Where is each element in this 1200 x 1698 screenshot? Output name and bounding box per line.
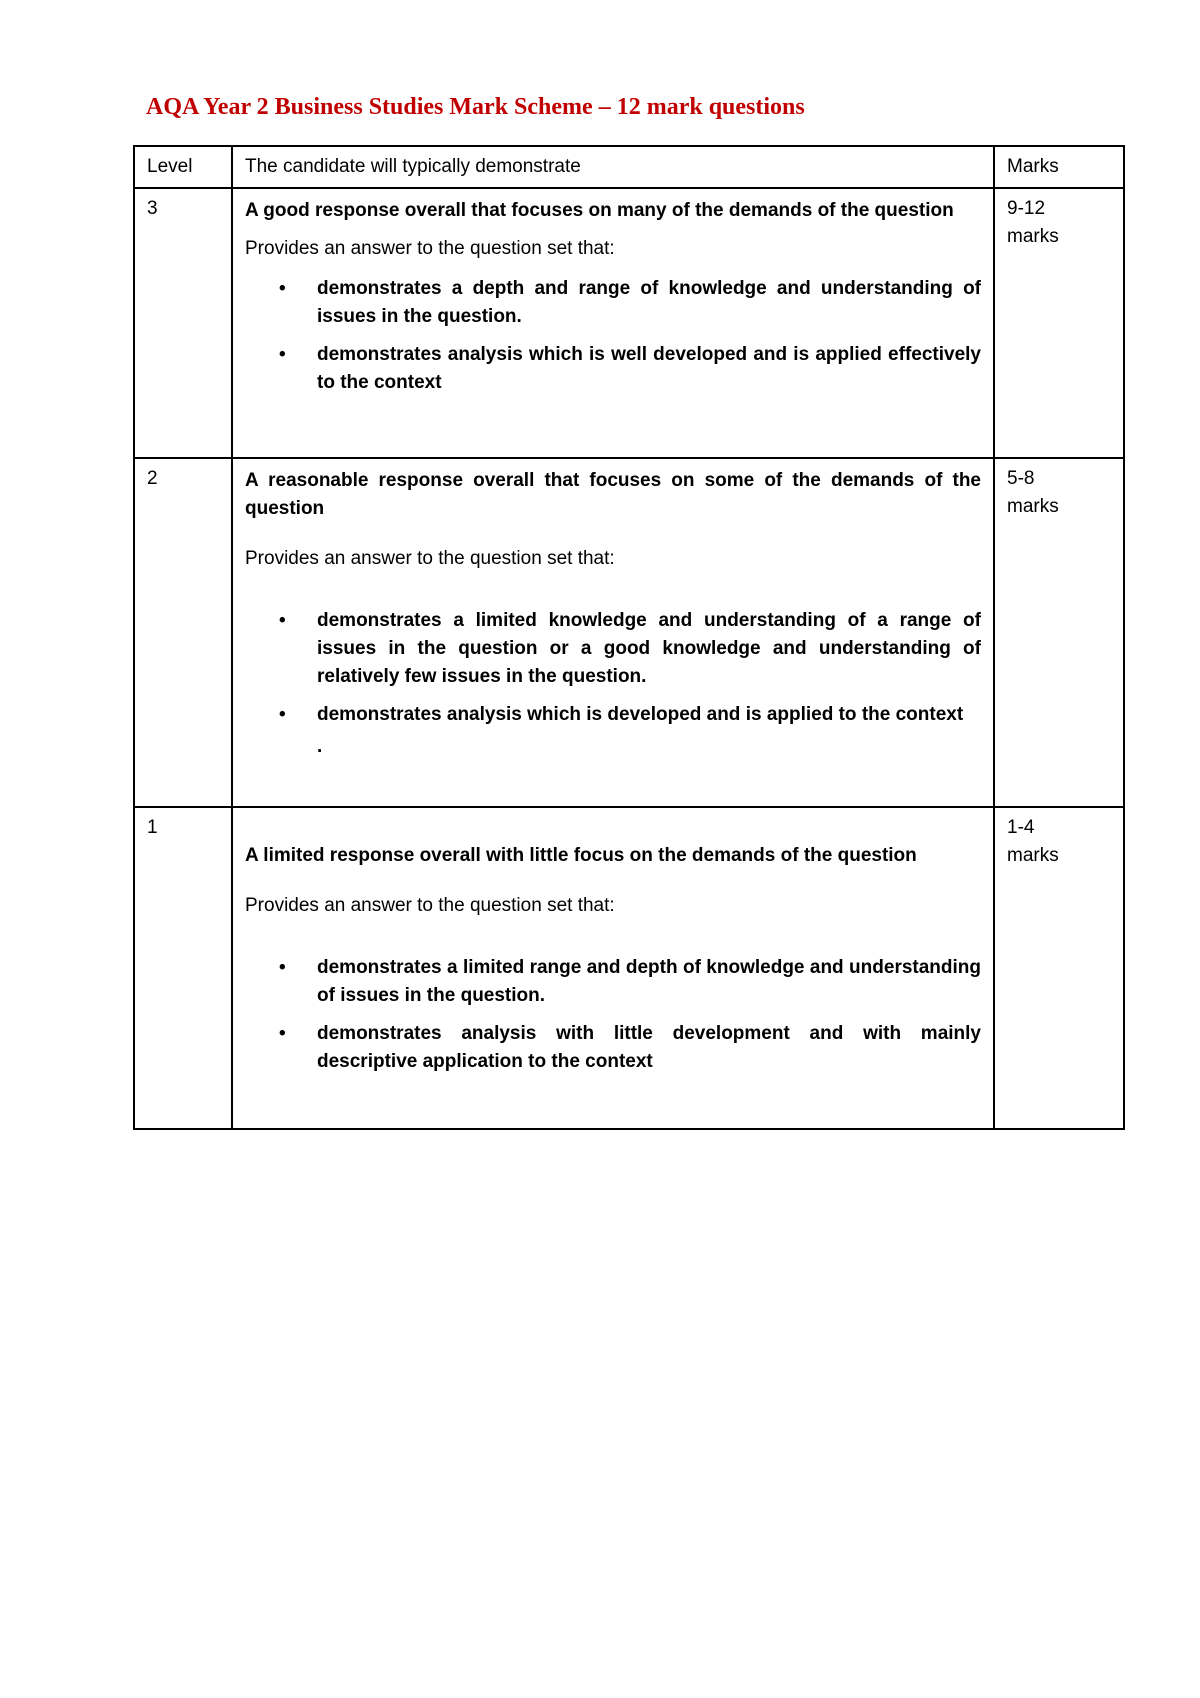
criterion-text: demonstrates analysis which is well developed and is applied effectively to the context	[317, 344, 981, 393]
marks-range: 9-12	[1007, 198, 1046, 219]
criterion-text: demonstrates analysis which is developed and is applied to the context	[317, 704, 964, 725]
bullet-icon: •	[279, 704, 286, 725]
marks-cell	[994, 458, 1124, 807]
criterion-item	[245, 607, 981, 691]
criterion-text: demonstrates analysis with little development and with mainly descriptive application to the context	[317, 1023, 981, 1072]
criterion-text: demonstrates a limited range and depth of knowledge and understanding of issues in the question.	[317, 957, 981, 1006]
trailing-dot: .	[317, 736, 323, 757]
criterion-item	[245, 954, 981, 1010]
page-title: AQA Year 2 Business Studies Mark Scheme – 12 mark questions	[146, 94, 805, 120]
level-headline: A reasonable response overall that focuses on some of the demands of the question	[245, 470, 981, 519]
criterion-item	[245, 275, 981, 331]
marks-unit: marks	[1007, 496, 1059, 517]
criterion-text: demonstrates a limited knowledge and understanding of a range of issues in the question or a good knowledge and understanding of relatively few issues in the question.	[317, 610, 981, 687]
table-header-row	[134, 146, 1124, 188]
criteria-list	[245, 954, 981, 1076]
description-cell	[232, 458, 994, 807]
level-cell: 1	[134, 807, 232, 1129]
marks-cell	[994, 807, 1124, 1129]
header-level: Level	[134, 146, 232, 188]
criterion-item	[245, 701, 981, 729]
level-intro: Provides an answer to the question set that:	[245, 548, 615, 569]
level-cell: 3	[134, 188, 232, 458]
marks-unit: marks	[1007, 845, 1059, 866]
bullet-icon: •	[279, 278, 286, 299]
marks-range: 5-8	[1007, 468, 1035, 489]
bullet-icon: •	[279, 610, 286, 631]
table-row-level-1	[134, 807, 1124, 1129]
level-headline: A good response overall that focuses on many of the demands of the question	[245, 200, 954, 221]
level-cell: 2	[134, 458, 232, 807]
description-cell	[232, 188, 994, 458]
level-intro: Provides an answer to the question set that:	[245, 238, 615, 259]
marks-unit: marks	[1007, 226, 1059, 247]
marks-cell	[994, 188, 1124, 458]
table-row-level-2	[134, 458, 1124, 807]
header-marks: Marks	[994, 146, 1124, 188]
bullet-icon: •	[279, 957, 286, 978]
table-row-level-3	[134, 188, 1124, 458]
marks-range: 1-4	[1007, 817, 1035, 838]
criterion-item	[245, 1020, 981, 1076]
description-cell	[232, 807, 994, 1129]
level-intro: Provides an answer to the question set that:	[245, 895, 615, 916]
criteria-list	[245, 275, 981, 397]
criterion-item	[245, 341, 981, 397]
level-headline: A limited response overall with little focus on the demands of the question	[245, 845, 917, 866]
bullet-icon: •	[279, 1023, 286, 1044]
header-description: The candidate will typically demonstrate	[232, 146, 994, 188]
criterion-text: demonstrates a depth and range of knowledge and understanding of issues in the question.	[317, 278, 981, 327]
mark-scheme-table	[133, 145, 1125, 1130]
blank-line	[245, 814, 981, 840]
bullet-icon: •	[279, 344, 286, 365]
criteria-list	[245, 607, 981, 729]
